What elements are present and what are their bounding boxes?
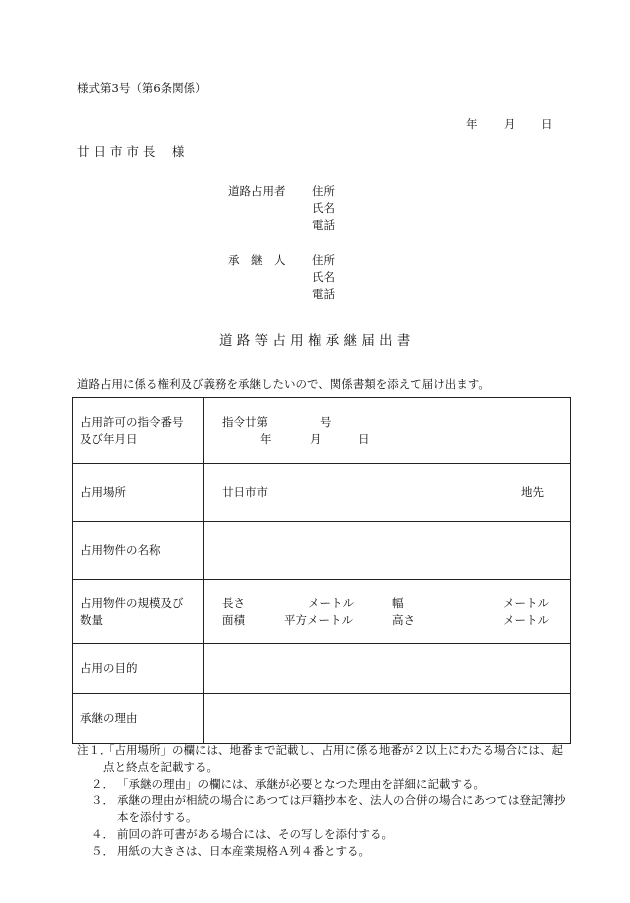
size-width-unit: メートル <box>503 595 549 610</box>
date-year-label: 年 <box>466 117 478 131</box>
note-number: ２． <box>91 776 114 791</box>
notes <box>77 742 567 860</box>
permit-number-field[interactable] <box>204 398 571 464</box>
note-item <box>91 776 567 793</box>
location-suffix: 地先 <box>521 485 544 499</box>
note-number: 注１． <box>77 743 112 757</box>
date-month-label: 月 <box>504 117 516 131</box>
note-number: ３． <box>91 793 114 808</box>
note-text: 承継の理由が相続の場合にあつては戸籍抄本を、法人の合併の場合にあつては登記簿抄本を添付する。 <box>117 793 566 825</box>
purpose-label: 占用の目的 <box>73 644 204 694</box>
location-field[interactable] <box>204 464 571 522</box>
addressee: 廿 日 市 市 長 様 <box>77 144 185 159</box>
object-size-label-line1: 占用物件の規模及び <box>80 595 184 610</box>
row-permit-number <box>73 398 571 464</box>
applicant-address-label: 住所 <box>312 184 335 198</box>
note-item <box>77 742 567 776</box>
document-title: 道 路 等 占 用 権 承 継 届 出 書 <box>219 333 411 349</box>
permit-month: 月 <box>310 431 322 446</box>
permit-go: 号 <box>320 414 332 429</box>
note-number: ４． <box>91 826 114 841</box>
note-item <box>91 843 567 860</box>
row-purpose <box>73 644 571 694</box>
note-number: ５． <box>91 843 114 858</box>
object-size-field[interactable] <box>204 580 571 644</box>
reason-label: 承継の理由 <box>73 694 204 744</box>
size-area-unit: 平方メートル <box>284 612 353 627</box>
size-width-label: 幅 <box>392 595 404 610</box>
application-form-table <box>72 397 571 744</box>
permit-number-label-line1: 占用許可の指令番号 <box>80 414 184 429</box>
size-height-unit: メートル <box>503 612 549 627</box>
note-item <box>91 826 567 843</box>
size-height-label: 高さ <box>392 612 415 627</box>
object-name-label: 占用物件の名称 <box>73 522 204 580</box>
size-length-label: 長さ <box>222 595 245 610</box>
successor-address-label: 住所 <box>312 253 335 267</box>
permit-prefix: 指令廿第 <box>222 414 268 429</box>
date-day-label: 日 <box>541 117 553 131</box>
size-length-unit: メートル <box>308 595 354 610</box>
form-number: 様式第3号（第6条関係） <box>77 81 207 95</box>
size-area-label: 面積 <box>222 612 245 627</box>
applicant-role: 道路占用者 <box>228 184 286 198</box>
note-text: 「占用場所」の欄には、地番まで記載し、占用に係る地番が２以上にわたる場合には、起点と終点を記載する。 <box>103 743 563 774</box>
object-name-field[interactable] <box>204 522 571 580</box>
note-text: 「承継の理由」の欄には、承継が必要となつた理由を詳細に記載する。 <box>117 776 485 791</box>
permit-number-label <box>73 398 204 464</box>
successor-phone-label: 電話 <box>312 287 335 301</box>
row-object-size <box>73 580 571 644</box>
successor-name-label: 氏名 <box>312 270 335 284</box>
object-size-label <box>73 580 204 644</box>
intro-text: 道路占用に係る権利及び義務を承継したいので、関係書類を添えて届け出ます。 <box>77 377 490 391</box>
applicant-name-label: 氏名 <box>312 201 335 215</box>
permit-day: 日 <box>358 431 370 446</box>
applicant-phone-label: 電話 <box>312 218 335 232</box>
permit-number-label-line2: 及び年月日 <box>80 431 138 446</box>
permit-year: 年 <box>260 431 272 446</box>
location-city: 廿日市市 <box>222 485 268 499</box>
purpose-field[interactable] <box>204 644 571 694</box>
location-label: 占用場所 <box>73 464 204 522</box>
row-reason <box>73 694 571 744</box>
note-item <box>91 792 567 826</box>
reason-field[interactable] <box>204 694 571 744</box>
note-text: 前回の許可書がある場合には、その写しを添付する。 <box>117 826 393 841</box>
object-size-label-line2: 数量 <box>80 612 103 627</box>
successor-role: 承 継 人 <box>228 253 286 267</box>
note-text: 用紙の大きさは、日本産業規格Ａ列４番とする。 <box>117 843 370 858</box>
row-object-name <box>73 522 571 580</box>
row-location <box>73 464 571 522</box>
